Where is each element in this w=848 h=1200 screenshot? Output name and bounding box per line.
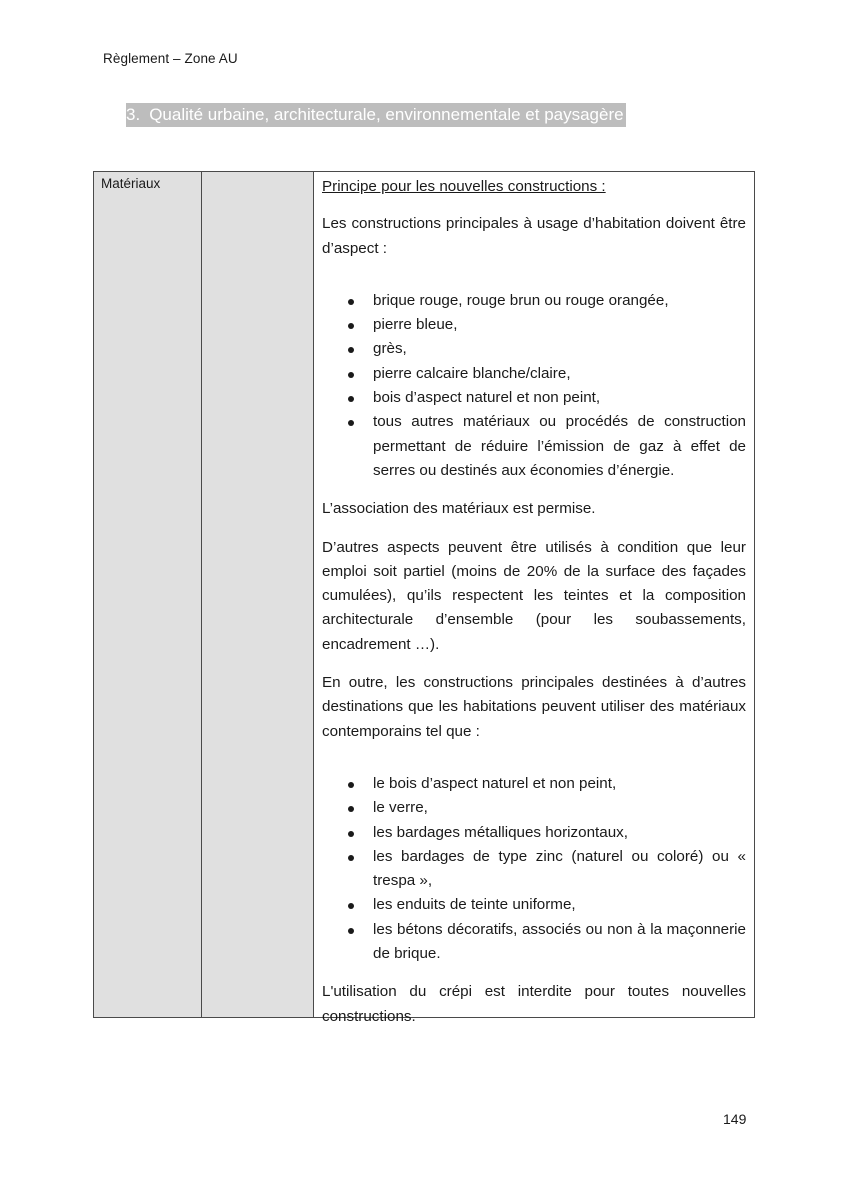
other-destinations-paragraph: En outre, les constructions principales destinées à d’autres destinations que les habitations peuvent utiliser des matériaux contemporains tel que : bbox=[322, 674, 746, 740]
bullet-icon bbox=[348, 903, 354, 909]
rule-content-cell bbox=[314, 172, 754, 1025]
empty-cell bbox=[202, 172, 314, 1017]
section-number: 3. bbox=[126, 105, 141, 124]
list-item: brique rouge, rouge brun ou rouge orangée, bbox=[322, 289, 746, 313]
list-item: pierre bleue, bbox=[322, 313, 746, 337]
section-heading bbox=[126, 103, 626, 127]
bullet-icon bbox=[348, 806, 354, 812]
bullet-icon bbox=[348, 420, 354, 426]
contemporary-materials-list bbox=[322, 758, 746, 966]
list-item: les enduits de teinte uniforme, bbox=[322, 893, 746, 917]
row-label: Matériaux bbox=[101, 176, 161, 191]
list-item: les bétons décoratifs, associés ou non à la maçonnerie de brique. bbox=[322, 918, 746, 967]
bullet-icon bbox=[348, 299, 354, 305]
materials-table bbox=[93, 171, 755, 1025]
intro-paragraph: Les constructions principales à usage d’habitation doivent être d’aspect : bbox=[322, 215, 746, 257]
principle-title: Principe pour les nouvelles constructions : bbox=[322, 178, 606, 195]
running-header: Règlement – Zone AU bbox=[103, 51, 238, 66]
crepi-rule-paragraph: L'utilisation du crépi est interdite pour toutes nouvelles constructions. bbox=[322, 983, 746, 1025]
bullet-icon bbox=[348, 396, 354, 402]
bullet-icon bbox=[348, 347, 354, 353]
bullet-icon bbox=[348, 372, 354, 378]
page-number: 149 bbox=[723, 1111, 747, 1127]
list-item: bois d’aspect naturel et non peint, bbox=[322, 386, 746, 410]
association-paragraph: L’association des matériaux est permise. bbox=[322, 500, 596, 518]
row-label-cell bbox=[94, 172, 202, 1017]
list-item: les bardages de type zinc (naturel ou coloré) ou « trespa », bbox=[322, 845, 746, 894]
list-item: grès, bbox=[322, 337, 746, 361]
list-item: pierre calcaire blanche/claire, bbox=[322, 362, 746, 386]
materials-list bbox=[322, 275, 746, 483]
list-item: le verre, bbox=[322, 796, 746, 820]
bullet-icon bbox=[348, 323, 354, 329]
bullet-icon bbox=[348, 928, 354, 934]
list-item: le bois d’aspect naturel et non peint, bbox=[322, 772, 746, 796]
section-title: Qualité urbaine, architecturale, environnementale et paysagère bbox=[149, 105, 624, 124]
bullet-icon bbox=[348, 831, 354, 837]
bullet-icon bbox=[348, 855, 354, 861]
list-item: tous autres matériaux ou procédés de construction permettant de réduire l’émission de gaz à effet de serres ou destinés aux économies d’énergie. bbox=[322, 410, 746, 483]
bullet-icon bbox=[348, 782, 354, 788]
other-aspects-paragraph: D’autres aspects peuvent être utilisés à condition que leur emploi soit partiel (moins de 20% de la surface des façades cumulées), qu’ils respectent les teintes et la composition architecturale d’ensemble (pour les soubassements, encadrement …). bbox=[322, 538, 746, 653]
list-item: les bardages métalliques horizontaux, bbox=[322, 821, 746, 845]
